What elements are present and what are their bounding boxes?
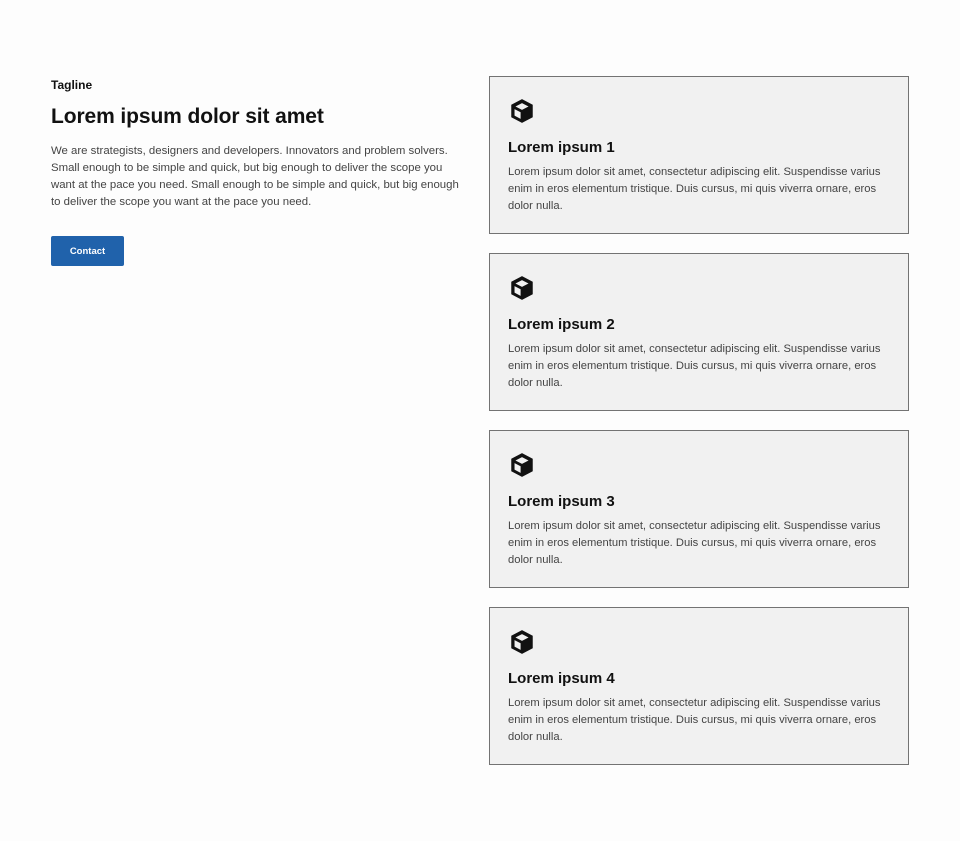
contact-button[interactable]: Contact <box>51 236 124 266</box>
hero-section <box>51 77 466 211</box>
card-title: Lorem ipsum 4 <box>508 670 615 687</box>
cube-icon <box>508 274 536 302</box>
feature-card <box>489 430 909 588</box>
page-title: Lorem ipsum dolor sit amet <box>51 105 324 128</box>
hero-description: We are strategists, designers and developers. Innovators and problem solvers. Small enough to be simple and quick, but big enough to deliver the scope you want at the pace you need. Small enough to be simple and quick, but big enough to deliver the scope you want at the pace you need. <box>51 145 459 208</box>
card-text: Lorem ipsum dolor sit amet, consectetur adipiscing elit. Suspendisse varius enim in eros elementum tristique. Duis cursus, mi quis viverra ornare, eros dolor nulla. <box>508 343 881 389</box>
cube-icon <box>508 628 536 656</box>
card-text: Lorem ipsum dolor sit amet, consectetur adipiscing elit. Suspendisse varius enim in eros elementum tristique. Duis cursus, mi quis viverra ornare, eros dolor nulla. <box>508 166 881 212</box>
card-text: Lorem ipsum dolor sit amet, consectetur adipiscing elit. Suspendisse varius enim in eros elementum tristique. Duis cursus, mi quis viverra ornare, eros dolor nulla. <box>508 697 881 743</box>
tagline: Tagline <box>51 78 93 92</box>
card-title: Lorem ipsum 1 <box>508 139 615 156</box>
feature-card <box>489 607 909 765</box>
feature-card <box>489 253 909 411</box>
card-text: Lorem ipsum dolor sit amet, consectetur adipiscing elit. Suspendisse varius enim in eros elementum tristique. Duis cursus, mi quis viverra ornare, eros dolor nulla. <box>508 520 881 566</box>
cube-icon <box>508 451 536 479</box>
feature-cards <box>489 76 909 784</box>
cube-icon <box>508 97 536 125</box>
card-title: Lorem ipsum 3 <box>508 493 615 510</box>
card-title: Lorem ipsum 2 <box>508 316 615 333</box>
feature-card <box>489 76 909 234</box>
